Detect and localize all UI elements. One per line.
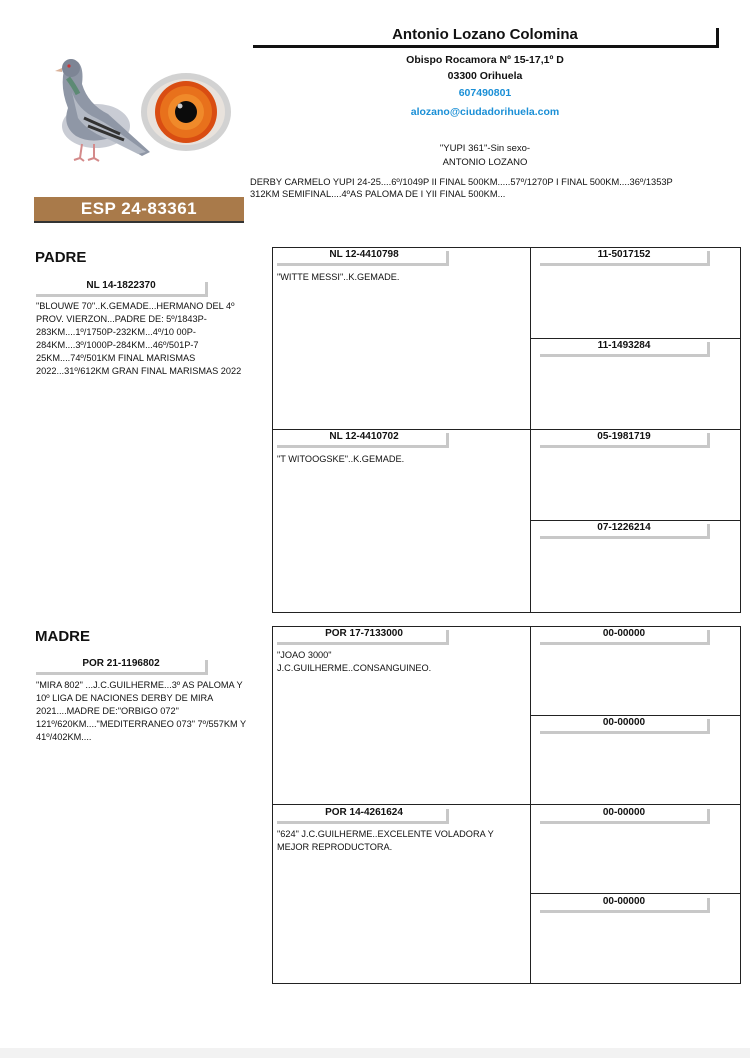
bird-name: "YUPI 361"-Sin sexo- [439, 143, 531, 154]
header-rule [253, 45, 719, 48]
ring-tick [707, 898, 710, 913]
padre-gp-2-ring: 11-1493284 [597, 340, 651, 351]
madre-mother-description: "624" J.C.GUILHERME..EXCELENTE VOLADORA Y MEJOR REPRODUCTORA. [277, 829, 494, 852]
padre-gp-divider-2 [530, 520, 741, 521]
padre-father-description: "WITTE MESSI"..K.GEMADE. [277, 272, 400, 282]
ring-tick [707, 630, 710, 645]
madre-ring-tick [205, 660, 208, 675]
ring-underline [540, 731, 710, 734]
ring-tick [707, 433, 710, 448]
madre-father-description-2: J.C.GUILHERME..CONSANGUINEO. [277, 663, 432, 673]
padre-mother-description: "T WITOOGSKE"..K.GEMADE. [277, 454, 405, 464]
ring-underline [277, 263, 449, 266]
padre-pedigree-box [272, 247, 741, 613]
ring-underline [34, 221, 244, 223]
madre-grid-divider [530, 626, 531, 984]
page-bottom-strip [0, 1048, 750, 1058]
owner-name: Antonio Lozano Colomina [392, 26, 578, 43]
ring-underline [540, 354, 710, 357]
ring-tick [446, 433, 449, 448]
padre-gp-3-ring: 05-1981719 [597, 431, 651, 442]
madre-description: "MIRA 802" ...J.C.GUILHERME...3º AS PALOMA Y 10º LIGA DE NACIONES DERBY DE MIRA 2021....MADRE DE:"ORBIGO 072" 121º/620KM...."MEDITERRANEO 073" 7º/557KM Y 41º/402KM.... [36, 680, 247, 742]
madre-father-description-1: "JOAO 3000" [277, 650, 332, 660]
padre-gp-divider-1 [530, 338, 741, 339]
madre-mother-ring: POR 14-4261624 [325, 807, 403, 818]
ring-underline [277, 821, 449, 824]
madre-gp-1-ring: 00-00000 [602, 628, 646, 639]
email-link[interactable]: alozano@ciudadorihuela.com [410, 106, 560, 118]
header-rule-end [716, 28, 719, 48]
padre-gp-1-ring: 11-5017152 [597, 249, 651, 260]
breeder-name: ANTONIO LOZANO [442, 157, 528, 168]
padre-description: "BLOUWE 70"..K.GEMADE...HERMANO DEL 4º PROV. VIERZON...PADRE DE: 5º/1843P-283KM....1º/1750P-232KM...4º/10 00P-284KM....3º/1000P-284KM...46º/501P-7 25KM....74º/501KM FINAL MARISMAS 2022...31º/612KM GRAN FINAL MARISMAS 2022 [36, 301, 242, 376]
madre-pedigree-box [272, 626, 741, 984]
padre-ring-underline [36, 294, 208, 297]
padre-ring: NL 14-1822370 [86, 280, 156, 291]
pigeon-icon [38, 48, 153, 166]
ring-tick [707, 524, 710, 539]
padre-gp-4-ring: 07-1226214 [597, 522, 651, 533]
padre-mother-ring: NL 12-4410702 [329, 431, 399, 442]
ring-tick [446, 630, 449, 645]
madre-gp-4-ring: 00-00000 [602, 896, 646, 907]
address-line-1: Obispo Rocamora Nº 15-17,1º D [406, 54, 564, 66]
ring-underline [540, 910, 710, 913]
madre-label: MADRE [35, 628, 90, 645]
bird-results: DERBY CARMELO YUPI 24-25....6º/1049P II FINAL 500KM.....57º/1270P I FINAL 500KM....36º/1353P 312KM SEMIFINAL....4ºAS PALOMA DE I YII FINAL 500KM... [250, 177, 673, 199]
madre-gp-divider-1 [530, 715, 741, 716]
madre-gp-divider-2 [530, 893, 741, 894]
madre-gp-2-ring: 00-00000 [602, 717, 646, 728]
ring-underline [277, 642, 449, 645]
ring-tick [707, 719, 710, 734]
madre-gp-3-ring: 00-00000 [602, 807, 646, 818]
pigeon-eye-icon [138, 70, 234, 154]
padre-grid-divider [530, 247, 531, 613]
ring-underline [540, 263, 710, 266]
madre-father-ring: POR 17-7133000 [325, 628, 403, 639]
padre-label: PADRE [35, 249, 87, 266]
ring-tick [446, 809, 449, 824]
bird-ring-number: ESP 24-83361 [34, 197, 244, 221]
padre-father-ring: NL 12-4410798 [329, 249, 399, 260]
padre-ring-tick [205, 282, 208, 297]
madre-grid-midline [272, 804, 741, 805]
ring-underline [540, 445, 710, 448]
ring-tick [707, 809, 710, 824]
ring-underline [540, 536, 710, 539]
phone-link[interactable]: 607490801 [458, 87, 512, 99]
ring-tick [446, 251, 449, 266]
ring-underline [540, 642, 710, 645]
ring-underline [277, 445, 449, 448]
padre-grid-midline [272, 429, 741, 430]
ring-tick [707, 342, 710, 357]
madre-ring: POR 21-1196802 [82, 658, 160, 669]
ring-underline [540, 821, 710, 824]
madre-ring-underline [36, 672, 208, 675]
address-line-2: 03300 Orihuela [447, 70, 523, 82]
ring-tick [707, 251, 710, 266]
